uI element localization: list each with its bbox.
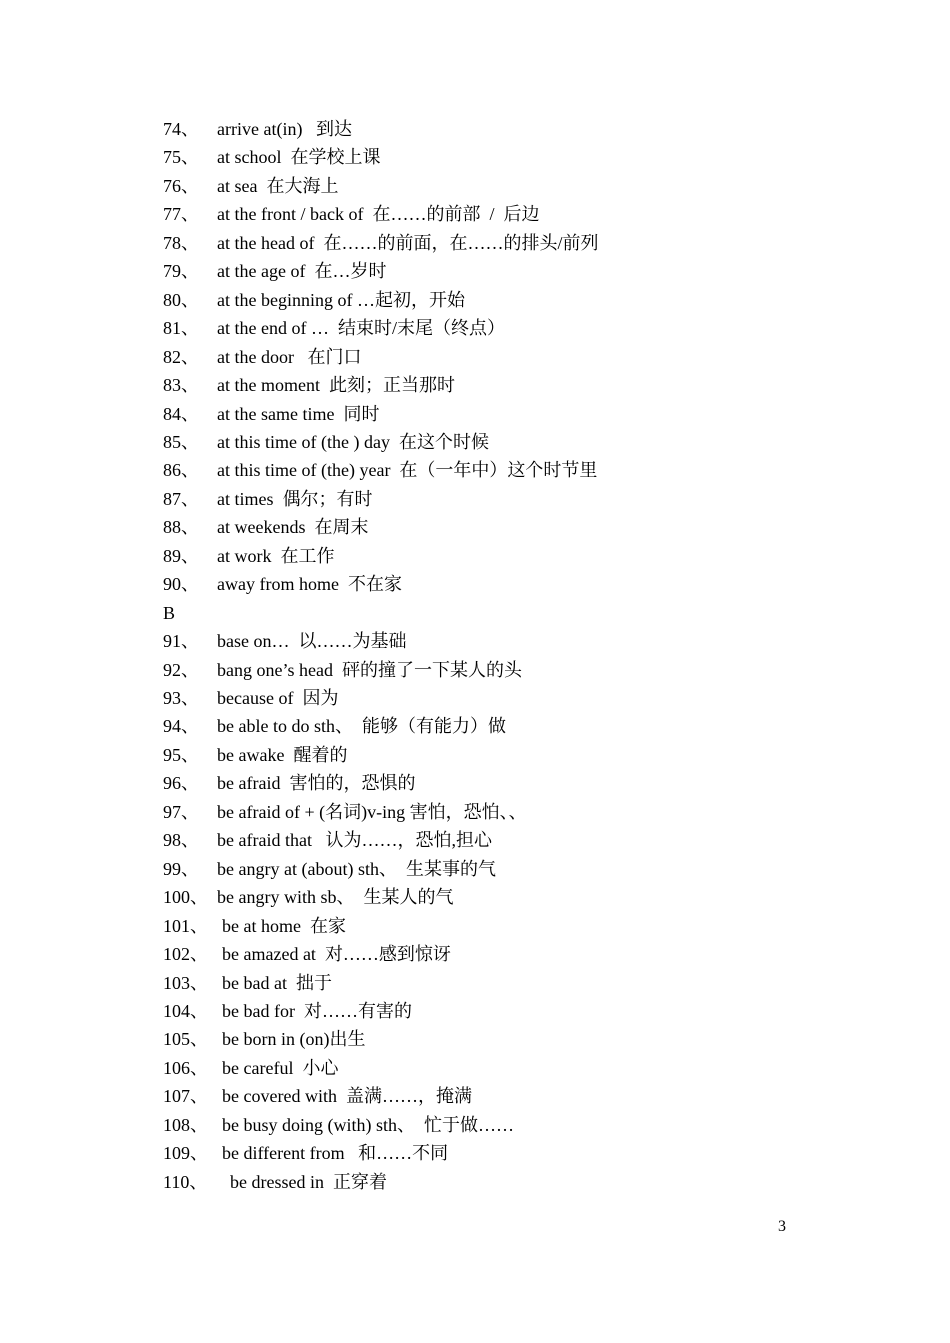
entry-text: at the end of … 结束时/末尾（终点） xyxy=(217,318,505,339)
entry-number: 87、 xyxy=(163,488,199,509)
entry-text: at the beginning of …起初，开始 xyxy=(217,289,465,310)
entry-number: 86、 xyxy=(163,460,199,481)
entry-number: 100、 xyxy=(163,887,208,908)
entry-text: at sea 在大海上 xyxy=(217,175,339,196)
entry-text: at the age of 在…岁时 xyxy=(217,261,387,282)
entry-number: 83、 xyxy=(163,375,199,396)
entry-number: 91、 xyxy=(163,631,199,652)
entry-number: 89、 xyxy=(163,545,199,566)
entry-number: 78、 xyxy=(163,232,199,253)
entry-number: 75、 xyxy=(163,147,199,168)
entry-number: 101、 xyxy=(163,915,208,936)
entry-number: 90、 xyxy=(163,574,199,595)
entry-text: be afraid that 认为……，恐怕,担心 xyxy=(217,830,492,851)
entry-text: be dressed in 正穿着 xyxy=(230,1171,387,1192)
entry-text: be awake 醒着的 xyxy=(217,744,348,765)
entry-number: 107、 xyxy=(163,1086,208,1107)
entry-number: 103、 xyxy=(163,972,208,993)
entry-number: 95、 xyxy=(163,744,199,765)
entry-number: 96、 xyxy=(163,773,199,794)
entry-text: at times 偶尔；有时 xyxy=(217,488,373,509)
entry-number: 82、 xyxy=(163,346,199,367)
entry-number: 80、 xyxy=(163,289,199,310)
entry-number: 88、 xyxy=(163,517,199,538)
entry-number: 98、 xyxy=(163,830,199,851)
entry-number: 85、 xyxy=(163,431,199,452)
entry-number: 94、 xyxy=(163,716,199,737)
entry-text: be afraid 害怕的，恐惧的 xyxy=(217,773,416,794)
entry-number: 77、 xyxy=(163,204,199,225)
entry-text: at this time of (the) year 在（一年中）这个时节里 xyxy=(217,460,598,481)
entry-text: bang one’s head 砰的撞了一下某人的头 xyxy=(217,659,522,680)
entry-number: 84、 xyxy=(163,403,199,424)
entry-text: be bad for 对……有害的 xyxy=(222,1000,412,1021)
entry-number: 97、 xyxy=(163,801,199,822)
entry-number: 92、 xyxy=(163,659,199,680)
entry-number: 102、 xyxy=(163,944,208,965)
entry-text: at the front / back of 在……的前部 / 后边 xyxy=(217,204,540,225)
entry-number: 79、 xyxy=(163,261,199,282)
entry-text: at the same time 同时 xyxy=(217,403,380,424)
entry-text: at this time of (the ) day 在这个时候 xyxy=(217,431,489,452)
entry-text: be bad at 拙于 xyxy=(222,972,332,993)
entry-text: be angry with sb、 生某人的气 xyxy=(217,887,454,908)
entry-number: 109、 xyxy=(163,1143,208,1164)
entry-text: be at home 在家 xyxy=(222,915,346,936)
entry-text: arrive at(in) 到达 xyxy=(217,119,352,139)
entry-text: at school 在学校上课 xyxy=(217,147,381,168)
entry-text: at the moment 此刻；正当那时 xyxy=(217,375,455,396)
entry-number: 104、 xyxy=(163,1000,208,1021)
entry-text: base on… 以……为基础 xyxy=(217,631,407,652)
entry-text: be born in (on)出生 xyxy=(222,1029,366,1050)
entry-number: 76、 xyxy=(163,175,199,196)
entry-text: at weekends 在周末 xyxy=(217,517,369,538)
entry-number: 108、 xyxy=(163,1114,208,1135)
page-number: 3 xyxy=(778,1218,786,1235)
entry-text: be afraid of + (名词)v-ing 害怕，恐怕、、 xyxy=(217,801,527,822)
entry-number: 93、 xyxy=(163,688,199,708)
entry-text: away from home 不在家 xyxy=(217,574,402,595)
section-heading: B xyxy=(163,602,176,623)
entry-text: be different from 和……不同 xyxy=(222,1143,449,1164)
entry-number: 110、 xyxy=(163,1171,208,1192)
entry-number: 74、 xyxy=(163,119,199,139)
entry-text: be angry at (about) sth、 生某事的气 xyxy=(217,858,496,879)
entry-number: 105、 xyxy=(163,1029,208,1050)
entry-text: at work 在工作 xyxy=(217,545,335,566)
entry-text: be busy doing (with) sth、 忙于做…… xyxy=(222,1114,514,1135)
entry-text: be amazed at 对……感到惊讶 xyxy=(222,944,451,965)
entry-text: be covered with 盖满……，掩满 xyxy=(222,1086,472,1107)
entry-text: at the door 在门口 xyxy=(217,346,362,367)
entry-number: 99、 xyxy=(163,858,199,879)
entry-text: at the head of 在……的前面，在……的排头/前列 xyxy=(217,232,599,253)
entry-text: because of 因为 xyxy=(217,688,339,708)
entry-text: be careful 小心 xyxy=(222,1057,339,1078)
entry-number: 81、 xyxy=(163,318,199,339)
entry-text: be able to do sth、 能够（有能力）做 xyxy=(217,716,506,737)
entry-number: 106、 xyxy=(163,1057,208,1078)
